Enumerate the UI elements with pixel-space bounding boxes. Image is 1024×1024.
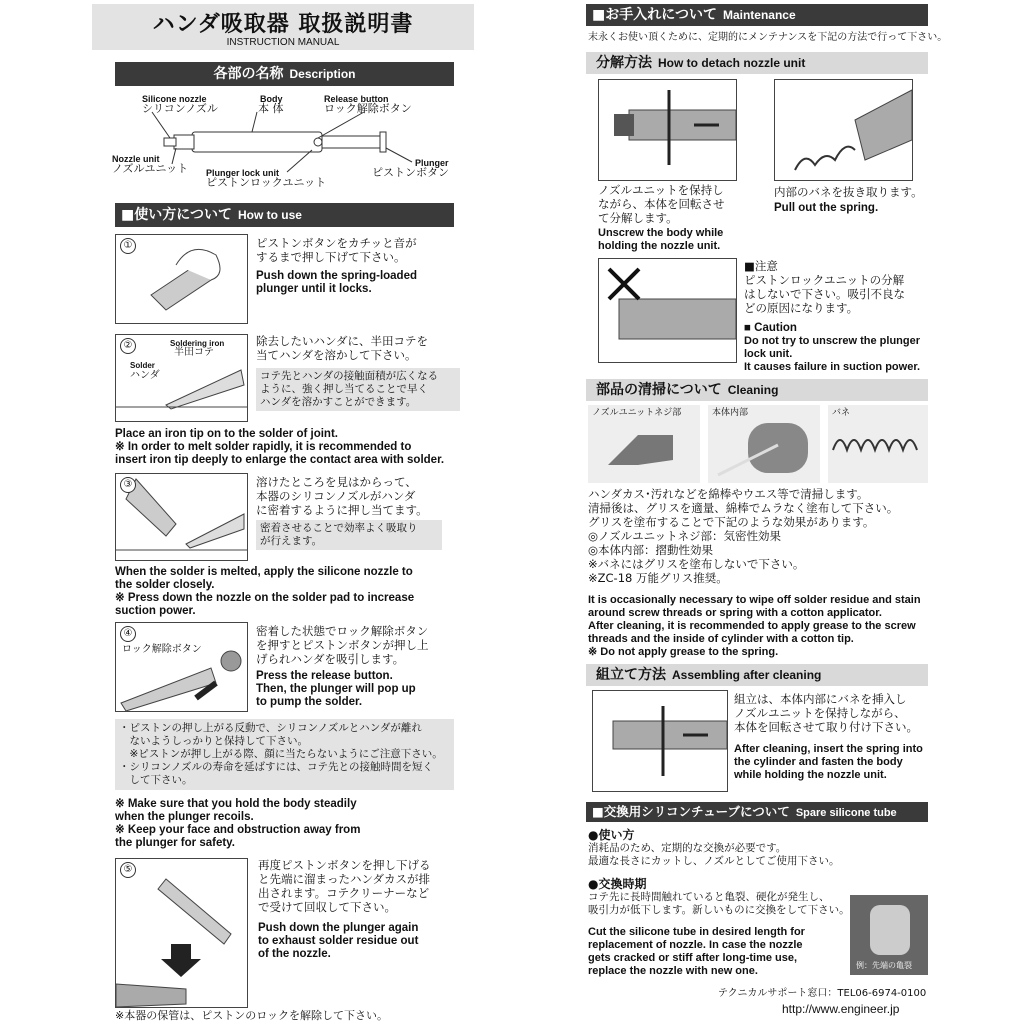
detach-image-1 xyxy=(598,79,737,181)
cleaning-bar-jp: 部品の清掃について xyxy=(596,382,722,398)
title-banner xyxy=(92,4,474,50)
page-title: ハンダ吸取器 取扱説明書 xyxy=(152,12,414,37)
caution-jp-title: ■注意 xyxy=(744,259,778,273)
step1-number: ① xyxy=(120,238,136,254)
detach-bar-en: How to detach nozzle unit xyxy=(658,56,806,70)
label-nozzle-jp: シリコンノズル xyxy=(142,102,218,115)
step2-solder-en: Solder xyxy=(130,361,155,370)
step5-jp: 再度ピストンボタンを押し下げる と先端に溜まったハンダカスが排 出されます。コテクリーナーなど で受けて回収して下さい。 xyxy=(258,858,431,914)
maintenance-intro: 末永くお使い頂くために、定期的にメンテナンスを下記の方法で行って下さい。 xyxy=(588,32,948,43)
step2-jp: 除去したいハンダに、半田コテを 当てハンダを溶かして下さい。 xyxy=(256,334,429,362)
spare-photo-caption: 例：先端の亀裂 xyxy=(856,961,912,970)
description-bar-en: Description xyxy=(289,67,356,81)
parts-diagram xyxy=(112,92,462,190)
assemble-bar xyxy=(586,664,928,686)
step2-number: ② xyxy=(120,338,136,354)
howto-bar-jp: ■使い方について xyxy=(121,207,232,223)
step2-iron-jp: 半田コテ xyxy=(174,347,214,358)
step1-en: Push down the spring-loaded plunger until it locks. xyxy=(256,270,417,295)
howto-caution-en: ※ Make sure that you hold the body steadily when the plunger recoils. ※ Keep your face and obstruction away from the plunger for safety. xyxy=(115,798,361,849)
step2-iron-en: Soldering iron xyxy=(170,339,225,348)
cleaning-photo-2 xyxy=(708,405,820,483)
cleaning-caption-3: バネ xyxy=(832,408,851,418)
detach-bar-jp: 分解方法 xyxy=(596,55,652,71)
cleaning-jp: ハンダカス･汚れなどを綿棒やウエス等で清掃します。 清掃後は、グリスを適量、綿棒でムラなく塗布して下さい。 グリスを塗布することで下記のような効果があります。 ◎ノズルユニットネジ部：気密性効果 ◎本体内部：摺動性効果 ※バネにはグリスを塗布しないで下さい。 ※ZC-18 万能グリス推奨。 xyxy=(588,487,899,585)
step4-en: Press the release button. Then, the plunger will pop up to pump the solder. xyxy=(256,670,416,708)
label-lock-en: Plunger lock unit xyxy=(206,168,280,178)
step2-solder-jp: ハンダ xyxy=(130,370,160,381)
label-release-jp: ロック解除ボタン xyxy=(324,102,412,115)
label-body-jp: 本 体 xyxy=(258,102,284,115)
cleaning-bar-en: Cleaning xyxy=(727,383,779,397)
step3-note: 密着させることで効率よく吸取り が行えます。 xyxy=(256,520,442,550)
detach-bar xyxy=(586,52,928,74)
step5-en: Push down the plunger again to exhaust solder residue out of the nozzle. xyxy=(258,922,419,960)
step4-image xyxy=(115,622,248,712)
label-nozzleunit-jp: ノズルユニット xyxy=(112,162,189,175)
label-plunger-jp: ピストンボタン xyxy=(372,166,449,179)
caution-en: Do not try to unscrew the plunger lock unit. It causes failure in suction power. xyxy=(744,335,921,373)
howto-bar xyxy=(115,203,454,227)
storage-footnote: ※本器の保管は、ピストンのロックを解除して下さい。 xyxy=(115,1009,388,1022)
spare-bar xyxy=(586,802,928,822)
label-plunger-en: Plunger xyxy=(415,158,449,168)
step1-jp: ピストンボタンをカチッと音が するまで押し下げて下さい。 xyxy=(256,236,417,264)
assemble-jp: 組立は、本体内部にバネを挿入し ノズルユニットを保持しながら、 本体を回転させて取り付け下さい。 xyxy=(734,692,918,734)
detach-jp1: ノズルユニットを保持し ながら、本体を回転させ て分解します。 xyxy=(598,183,725,225)
website-url[interactable]: http://www.engineer.jp xyxy=(782,1002,900,1016)
spare-time-title: ●交換時期 xyxy=(588,877,647,891)
assemble-bar-jp: 組立て方法 xyxy=(596,667,666,683)
description-bar-jp: 各部の名称 xyxy=(213,66,284,82)
maintenance-bar xyxy=(586,4,928,26)
caution-jp: ピストンロックユニットの分解 はしないで下さい。吸引不良な どの原因になります。 xyxy=(744,273,905,315)
cleaning-photo-3 xyxy=(828,405,928,483)
label-body-en: Body xyxy=(260,94,283,104)
label-lock-jp: ピストンロックユニット xyxy=(206,176,327,189)
howto-caution-jp: ・ピストンの押し上がる反動で、シリコンノズルとハンダが離れ ないようしっかりと保持して下さい。 ※ピストンが押し上がる際、顔に当たらないようにご注意下さい。 ・シリコンノズルの寿命を延ばすには、コテ先との接触時間を短く して下さい。 xyxy=(115,719,454,790)
cleaning-bar xyxy=(586,379,928,401)
assemble-image xyxy=(592,690,728,792)
cleaning-caption-2: 本体内部 xyxy=(712,408,749,418)
step3-jp: 溶けたところを見はからって、 本器のシリコンノズルがハンダ に密着するように押し当てます。 xyxy=(256,475,428,517)
cleaning-en: It is occasionally necessary to wipe off solder residue and stain around screw threads or spring with a cotton applicator. After cleaning, it is recommended to apply grease to the screw threads and the inside of cylinder with a cotton tip. ※ Do not apply grease to the spring. xyxy=(588,594,921,658)
assemble-en: After cleaning, insert the spring into the cylinder and fasten the body while holding the nozzle unit. xyxy=(734,743,923,781)
spare-photo xyxy=(850,895,928,975)
step3-image xyxy=(115,473,248,561)
spare-time: コテ先に長時間触れていると亀裂、硬化が発生し、 吸引力が低下します。新しいものに交換をして下さい。 xyxy=(588,891,850,916)
howto-bar-en: How to use xyxy=(237,208,302,222)
step4-jp: 密着した状態でロック解除ボタン を押すとピストンボタンが押し上 げられハンダを吸引します。 xyxy=(256,624,429,666)
step1-image xyxy=(115,234,248,324)
spare-bar-en: Spare silicone tube xyxy=(795,807,897,819)
label-nozzleunit-en: Nozzle unit xyxy=(112,154,160,164)
detach-image-2 xyxy=(774,79,913,181)
step5-number: ⑤ xyxy=(120,862,136,878)
cleaning-photo-1 xyxy=(588,405,700,483)
step4-label: ロック解除ボタン xyxy=(122,644,202,655)
caution-image xyxy=(598,258,737,363)
step2-en: Place an iron tip on to the solder of joint. ※ In order to melt solder rapidly, it is recommended to insert iron tip deeply to enlarge the contact area with solder. xyxy=(115,428,445,466)
detach-en1: Unscrew the body while holding the nozzle unit. xyxy=(598,227,724,252)
page-subtitle: INSTRUCTION MANUAL xyxy=(226,37,340,48)
step5-image xyxy=(115,858,248,1008)
description-bar xyxy=(115,62,454,86)
support-contact: テクニカルサポート窓口：TEL06-6974-0100 xyxy=(718,988,927,999)
maintenance-bar-en: Maintenance xyxy=(722,8,796,22)
detach-jp2: 内部のバネを抜き取ります。 xyxy=(774,185,923,199)
step3-en: When the solder is melted, apply the silicone nozzle to the solder closely. ※ Press down the nozzle on the solder pad to increase suction power. xyxy=(115,566,415,617)
spare-en: Cut the silicone tube in desired length for replacement of nozzle. In case the nozzle gets cracked or stiff after long-time use, replace the nozzle with new one. xyxy=(588,926,805,977)
spare-use: 消耗品のため、定期的な交換が必要です。 最適な長さにカットし、ノズルとしてご使用下さい。 xyxy=(588,842,840,867)
assemble-bar-en: Assembling after cleaning xyxy=(672,668,822,682)
step2-note: コテ先とハンダの接触面積が広くなる ように、強く押し当てることで早く ハンダを溶かすことができます。 xyxy=(256,368,460,411)
detach-en2: Pull out the spring. xyxy=(774,202,879,214)
label-release-en: Release button xyxy=(324,94,389,104)
caution-en-title: ■ Caution xyxy=(744,322,797,334)
maintenance-bar-jp: ■お手入れについて xyxy=(592,7,717,23)
spare-bar-jp: ■交換用シリコンチューブについて xyxy=(592,804,790,819)
label-nozzle-en: Silicone nozzle xyxy=(142,94,207,104)
spare-use-title: ●使い方 xyxy=(588,828,635,842)
step2-image xyxy=(115,334,248,422)
step4-number: ④ xyxy=(120,626,136,642)
step3-number: ③ xyxy=(120,477,136,493)
cleaning-caption-1: ノズルユニットネジ部 xyxy=(592,408,682,418)
